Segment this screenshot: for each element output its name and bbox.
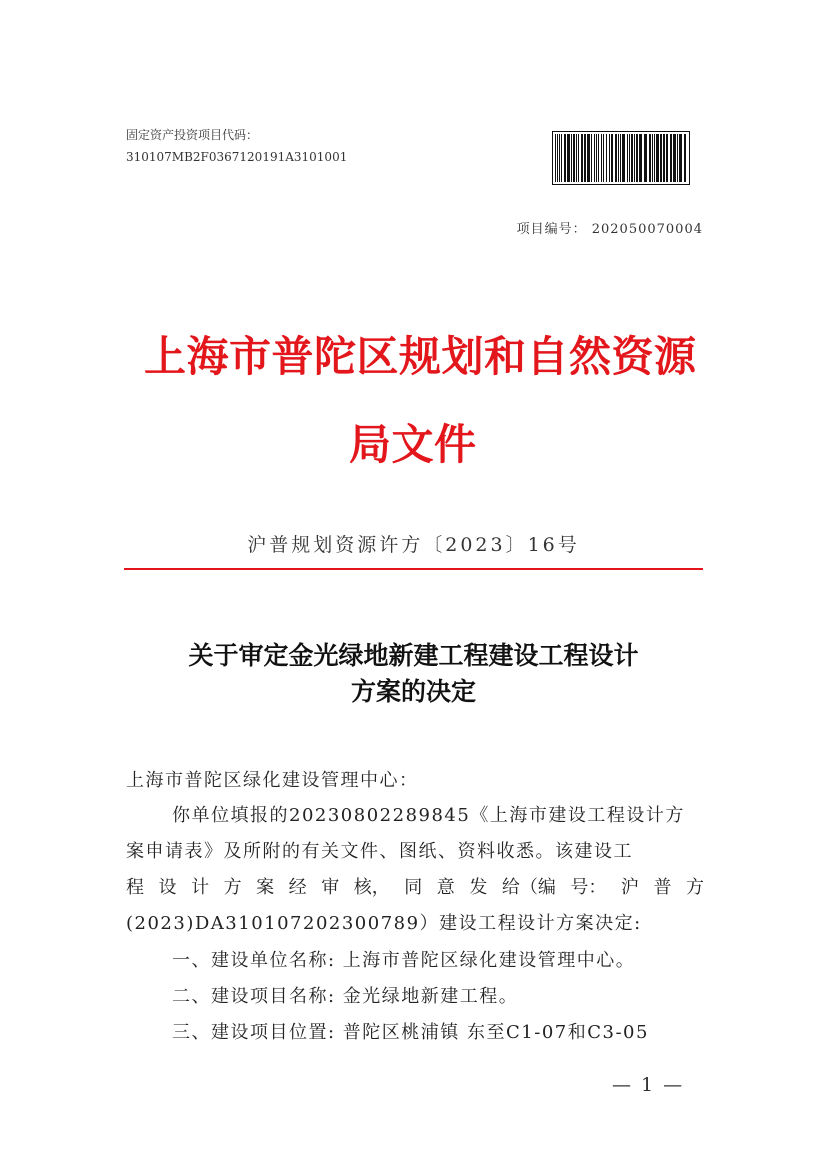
issuer-title-line-1: 上海市普陀区规划和自然资源	[144, 332, 697, 381]
body-line-3-word: 方	[685, 877, 704, 898]
body-line-3-word: 案	[256, 877, 275, 898]
barcode-icon	[552, 131, 690, 185]
body-line-3-word: 沪	[620, 877, 639, 898]
decision-item-1: 一、建设单位名称: 上海市普陀区绿化建设管理中心。	[172, 950, 636, 971]
body-line-3-word: 设	[158, 877, 177, 898]
body-line-3-word: 普	[653, 877, 672, 898]
project-code-value: 310107MB2F0367120191A3101001	[126, 150, 348, 164]
document-number: 沪普规划资源许方〔2023〕16号	[247, 534, 580, 556]
body-line-3-word: 计	[191, 877, 210, 898]
body-line-3-word: 方	[223, 877, 242, 898]
body-line-3-word: 经	[288, 877, 307, 898]
body-line-2: 案申请表》及所附的有关文件、图纸、资料收悉。该建设工	[126, 841, 633, 862]
body-line-3-word: 号：	[570, 877, 607, 898]
body-line-3	[126, 873, 704, 899]
body-line-3-word: 给（编	[501, 877, 556, 898]
document-heading-line-1: 关于审定金光绿地新建工程建设工程设计	[188, 641, 639, 670]
decision-item-3: 三、建设项目位置: 普陀区桃浦镇 东至C1-07和C3-05	[172, 1022, 649, 1043]
document-heading-line-2: 方案的决定	[350, 677, 476, 706]
page-number: — 1 —	[612, 1074, 685, 1096]
body-line-3-word: 核，	[353, 877, 390, 898]
body-line-3-word: 意	[436, 877, 455, 898]
addressee: 上海市普陀区绿化建设管理中心：	[126, 770, 419, 791]
body-line-3-word: 程	[126, 877, 144, 898]
red-divider	[124, 568, 703, 570]
body-line-4: (2023)DA310107202300789）建设工程设计方案决定:	[126, 913, 642, 934]
body-line-3-word: 发	[469, 877, 488, 898]
project-number: 项目编号： 202050070004	[516, 222, 703, 237]
issuer-title-line-2: 局文件	[349, 420, 477, 469]
body-line-3-word: 审	[321, 877, 340, 898]
body-line-3-word: 同	[404, 877, 423, 898]
body-line-1: 你单位填报的20230802289845《上海市建设工程设计方	[172, 805, 685, 826]
decision-item-2: 二、建设项目名称: 金光绿地新建工程。	[172, 986, 519, 1007]
project-code-label: 固定资产投资项目代码：	[126, 128, 259, 142]
